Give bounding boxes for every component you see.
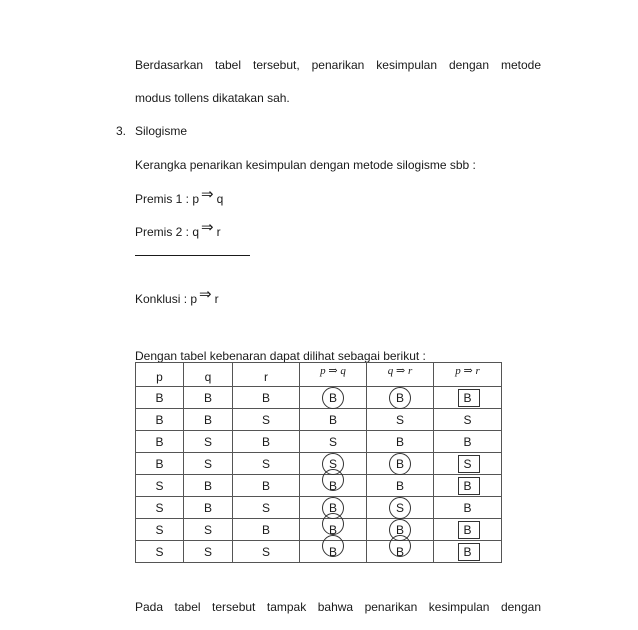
table-cell xyxy=(367,541,434,563)
truth-table xyxy=(135,362,502,563)
conclusion-label: Konklusi : p xyxy=(135,292,198,306)
truth-value: B xyxy=(463,500,472,515)
truth-value: S xyxy=(395,500,404,515)
table-cell xyxy=(136,431,184,453)
table-cell xyxy=(136,409,184,431)
truth-value: S xyxy=(261,412,270,427)
conclusion-divider xyxy=(135,255,250,256)
table-cell xyxy=(233,409,300,431)
table-cell xyxy=(300,497,367,519)
truth-value: B xyxy=(261,522,270,537)
table-row xyxy=(136,409,502,431)
table-cell xyxy=(184,409,233,431)
table-row xyxy=(136,519,502,541)
truth-value: B xyxy=(203,500,212,515)
truth-value: S xyxy=(395,412,404,427)
truth-value: S xyxy=(463,456,472,471)
closing-text: Pada tabel tersebut tampak bahwa penarikan kesimpulan dengan xyxy=(135,600,541,614)
implies-arrow-icon: ⇒ xyxy=(199,286,212,303)
framework-text: Kerangka penarikan kesimpulan dengan metode silogisme sbb : xyxy=(135,158,476,172)
truth-value: B xyxy=(261,434,270,449)
table-cell xyxy=(367,519,434,541)
table-row xyxy=(136,475,502,497)
truth-value: S xyxy=(203,434,212,449)
table-header-row xyxy=(136,363,502,387)
table-cell xyxy=(300,453,367,475)
truth-value: S xyxy=(203,456,212,471)
table-cell xyxy=(300,431,367,453)
truth-value: S xyxy=(261,456,270,471)
truth-value: B xyxy=(155,412,164,427)
implies-arrow-icon: ⇒ xyxy=(201,186,214,203)
table-cell xyxy=(136,475,184,497)
table-cell xyxy=(233,387,300,409)
premise-2 xyxy=(135,219,221,239)
truth-value: B xyxy=(463,478,472,493)
table-cell xyxy=(233,497,300,519)
table-cell xyxy=(300,409,367,431)
truth-value: B xyxy=(395,522,404,537)
table-cell xyxy=(434,453,502,475)
table-cell xyxy=(184,431,233,453)
table-cell xyxy=(300,475,367,497)
truth-value: B xyxy=(463,390,472,405)
truth-value: B xyxy=(203,478,212,493)
truth-value: S xyxy=(155,478,164,493)
table-intro: Dengan tabel kebenaran dapat dilihat sebagai berikut : xyxy=(135,349,426,363)
truth-value: B xyxy=(328,478,337,493)
table-row xyxy=(136,541,502,563)
column-header: p xyxy=(136,363,184,387)
truth-value: B xyxy=(328,412,337,427)
table-cell xyxy=(184,453,233,475)
premise-1-label: Premis 1 : p xyxy=(135,192,200,206)
table-row xyxy=(136,497,502,519)
truth-value: B xyxy=(261,478,270,493)
truth-value: S xyxy=(155,544,164,559)
table-cell xyxy=(136,497,184,519)
truth-value: B xyxy=(395,434,404,449)
conclusion-consequent: r xyxy=(214,292,219,306)
truth-value: S xyxy=(155,500,164,515)
table-cell xyxy=(136,453,184,475)
table-cell xyxy=(184,497,233,519)
truth-value: B xyxy=(328,544,337,559)
truth-value: B xyxy=(395,478,404,493)
table-cell xyxy=(367,431,434,453)
truth-value: S xyxy=(261,544,270,559)
implies-arrow-icon: ⇒ xyxy=(201,219,214,236)
table-cell xyxy=(233,541,300,563)
table-cell xyxy=(184,519,233,541)
truth-value: B xyxy=(203,390,212,405)
table-cell xyxy=(233,475,300,497)
table-cell xyxy=(233,431,300,453)
column-header: p ⇒ r xyxy=(434,363,502,387)
truth-value: S xyxy=(155,522,164,537)
table-cell xyxy=(300,387,367,409)
table-cell xyxy=(367,453,434,475)
table-cell xyxy=(184,387,233,409)
conclusion xyxy=(135,286,219,306)
section-title: Silogisme xyxy=(135,124,188,138)
table-cell xyxy=(136,519,184,541)
truth-value: S xyxy=(261,500,270,515)
premise-2-consequent: r xyxy=(216,225,221,239)
truth-value: B xyxy=(155,434,164,449)
truth-value: S xyxy=(203,522,212,537)
truth-value: B xyxy=(463,434,472,449)
truth-value: B xyxy=(261,390,270,405)
table-cell xyxy=(367,387,434,409)
table-cell xyxy=(136,541,184,563)
section-number: 3. xyxy=(116,124,127,138)
table-cell xyxy=(233,519,300,541)
truth-value: S xyxy=(463,412,472,427)
intro-line-1: Berdasarkan tabel tersebut, penarikan kesimpulan dengan metode xyxy=(135,58,541,72)
truth-value: B xyxy=(463,522,472,537)
truth-value: B xyxy=(395,544,404,559)
truth-value: B xyxy=(328,500,337,515)
table-cell xyxy=(184,475,233,497)
table-cell xyxy=(367,409,434,431)
truth-value: B xyxy=(203,412,212,427)
truth-value: B xyxy=(328,390,337,405)
intro-line-2: modus tollens dikatakan sah. xyxy=(135,91,290,105)
column-header: p ⇒ q xyxy=(300,363,367,387)
truth-value: S xyxy=(328,456,337,471)
truth-value: B xyxy=(395,456,404,471)
table-cell xyxy=(434,541,502,563)
table-cell xyxy=(300,541,367,563)
table-cell xyxy=(233,453,300,475)
table-cell xyxy=(434,431,502,453)
table-cell xyxy=(136,387,184,409)
table-cell xyxy=(367,497,434,519)
table-cell xyxy=(434,497,502,519)
truth-value: B xyxy=(463,544,472,559)
table-cell xyxy=(367,475,434,497)
premise-1-consequent: q xyxy=(216,192,224,206)
column-header: r xyxy=(233,363,300,387)
table-cell xyxy=(434,519,502,541)
table-cell xyxy=(434,409,502,431)
truth-value: S xyxy=(328,434,337,449)
table-cell xyxy=(434,475,502,497)
table-cell xyxy=(184,541,233,563)
premise-1 xyxy=(135,186,224,206)
truth-value: B xyxy=(155,456,164,471)
column-header: q ⇒ r xyxy=(367,363,434,387)
truth-value: B xyxy=(395,390,404,405)
table-cell xyxy=(434,387,502,409)
truth-value: B xyxy=(328,522,337,537)
column-header: q xyxy=(184,363,233,387)
table-row xyxy=(136,453,502,475)
truth-value: B xyxy=(155,390,164,405)
table-cell xyxy=(300,519,367,541)
truth-value: S xyxy=(203,544,212,559)
table-row xyxy=(136,387,502,409)
table-row xyxy=(136,431,502,453)
premise-2-label: Premis 2 : q xyxy=(135,225,200,239)
